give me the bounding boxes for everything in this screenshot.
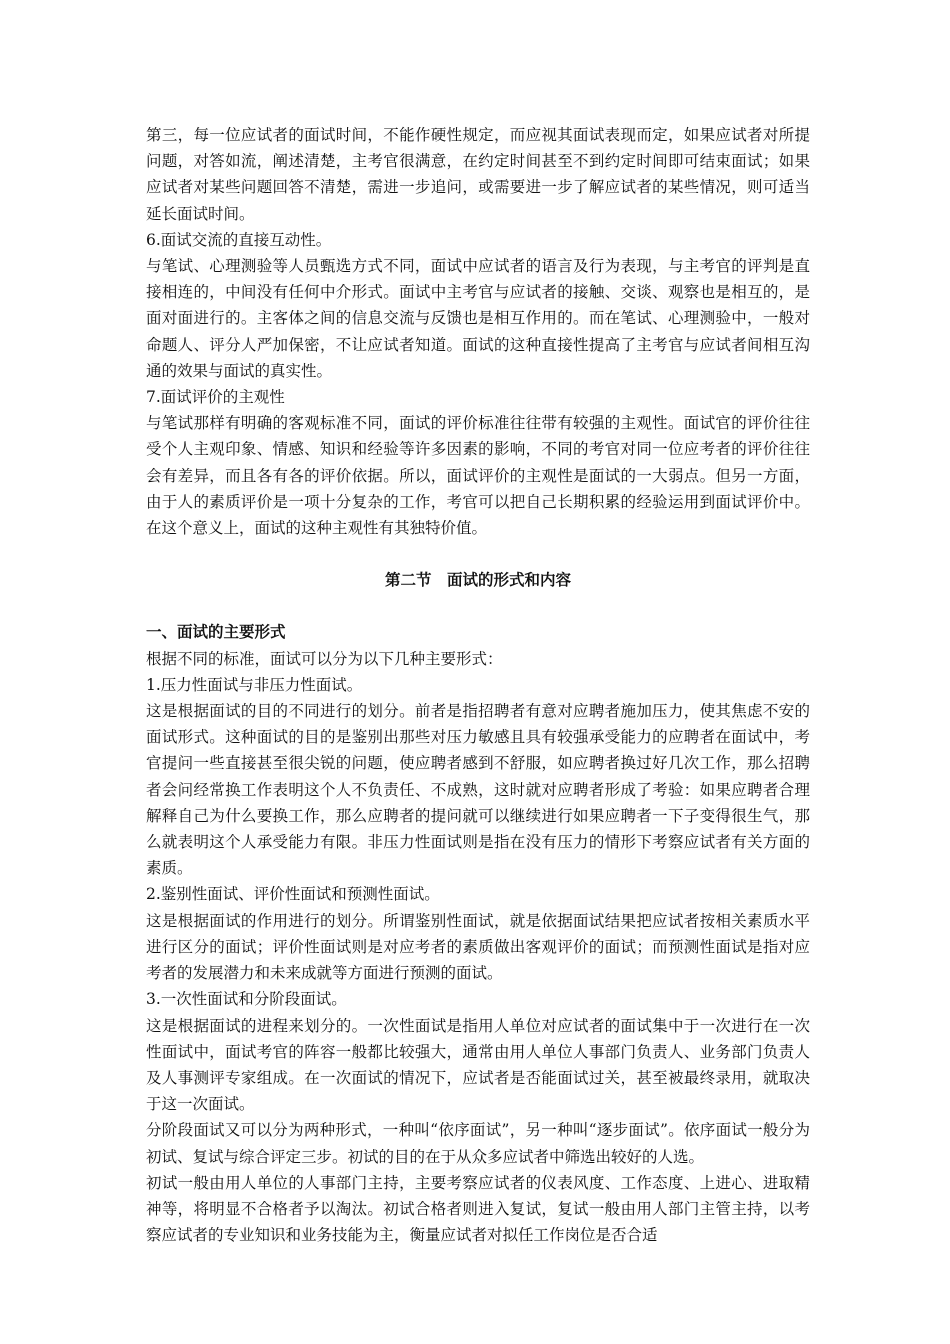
paragraph-evaluation-interview: 这是根据面试的作用进行的划分。所谓鉴别性面试，就是依据面试结果把应试者按相关素质水平进行区分的面试；评价性面试则是对应考者的素质做出客观评价的面试；而预测性面试是指对应考者的发展潜力和未来成就等方面进行预测的面试。 [146, 911, 810, 983]
item-7-title: 7.面试评价的主观性 [146, 388, 285, 407]
paragraph-time-flexibility: 第三，每一位应试者的面试时间，不能作硬性规定，而应视其面试表现而定，如果应试者对所提问题，对答如流，阐述清楚，主考官很满意，在约定时间甚至不到约定时间即可结束面试；如果应试者对某些问题回答不清楚，需进一步追问，或需要进一步了解应试者的某些情况，则可适当延长面试时间。 [146, 126, 810, 223]
paragraph-pressure-interview: 这是根据面试的目的不同进行的划分。前者是指招聘者有意对应聘者施加压力，使其焦虑不安的面试形式。这种面试的目的是鉴别出那些对压力敏感且具有较强承受能力的应聘者在面试中，考官提问一些直接甚至很尖锐的问题，使应聘者感到不舒服，如应聘者换过好几次工作，那么招聘者会问经常换工作表明这个人不负责任、不成熟，这时就对应聘者形成了考验：如果应聘者合理解释自己为什么要换工作，那么应聘者的提问就可以继续进行如果应聘者一下子变得很生气，那么就表明这个人承受能力有限。非压力性面试则是指在没有压力的情形下考察应试者有关方面的素质。 [146, 702, 810, 878]
form-1-title: 1.压力性面试与非压力性面试。 [146, 675, 363, 694]
paragraph-forms-intro: 根据不同的标准，面试可以分为以下几种主要形式： [146, 649, 503, 668]
paragraph-staged-interview: 分阶段面试又可以分为两种形式，一种叫“依序面试”，另一种叫“逐步面试”。依序面试一般分为初试、复试与综合评定三步。初试的目的在于从众多应试者中筛选出较好的人选。 [146, 1121, 810, 1166]
section-title: 第二节 面试的形式和内容 [384, 571, 571, 590]
paragraph-initial-interview: 初试一般由用人单位的人事部门主持，主要考察应试者的仪表风度、工作态度、上进心、进取精神等，将明显不合格者予以淘汰。初试合格者则进入复试，复试一般由用人部门主管主持，以考察应试者的专业知识和业务技能为主，衡量应试者对拟任工作岗位是否合适 [146, 1173, 810, 1245]
paragraph-direct-interaction: 与笔试、心理测验等人员甄选方式不同，面试中应试者的语言及行为表现，与主考官的评判是直接相连的，中间没有任何中介形式。面试中主考官与应试者的接触、交谈、观察也是相互的，是面对面进行的。主客体之间的信息交流与反馈也是相互作用的。而在笔试、心理测验中，一般对命题人、评分人严加保密，不让应试者知道。面试的这种直接性提高了主考官与应试者间相互沟通的效果与面试的真实性。 [146, 257, 810, 380]
item-6-title: 6.面试交流的直接互动性。 [146, 230, 332, 249]
paragraph-subjectivity: 与笔试那样有明确的客观标准不同，面试的评价标准往往带有较强的主观性。面试官的评价往往受个人主观印象、情感、知识和经验等许多因素的影响，不同的考官对同一位应考者的评价往往会有差异，而且各有各的评价依据。所以，面试评价的主观性是面试的一大弱点。但另一方面，由于人的素质评价是一项十分复杂的工作，考官可以把自己长期积累的经验运用到面试评价中。在这个意义上，面试的这种主观性有其独特价值。 [146, 414, 810, 538]
subsection-title: 一、面试的主要形式 [146, 623, 286, 642]
document-page [146, 122, 810, 1248]
form-2-title: 2.鉴别性面试、评价性面试和预测性面试。 [146, 885, 440, 904]
form-3-title: 3.一次性面试和分阶段面试。 [146, 990, 347, 1009]
paragraph-one-time-interview: 这是根据面试的进程来划分的。一次性面试是指用人单位对应试者的面试集中于一次进行在一次性面试中，面试考官的阵容一般都比较强大，通常由用人单位人事部门负责人、业务部门负责人及人事测评专家组成。在一次面试的情况下，应试者是否能面试过关，甚至被最终录用，就取决于这一次面试。 [146, 1016, 810, 1114]
